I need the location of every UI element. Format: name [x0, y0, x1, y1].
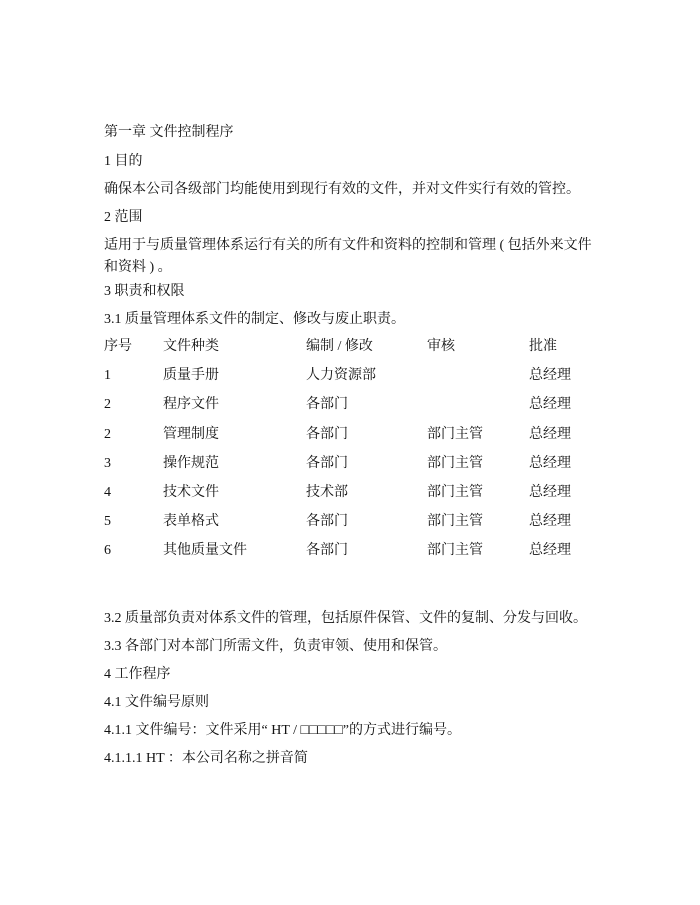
table-cell: 总经理	[529, 484, 571, 500]
section-4-1-1-1: 4.1.1.1 HT ：本公司名称之拼音简	[104, 751, 308, 766]
table-cell: 质量手册	[163, 368, 219, 384]
table-cell: 总经理	[529, 455, 571, 471]
section-2-body: 适用于与质量管理体系运行有关的所有文件和资料的控制和管理 ( 包括外来文件和资料 ) 。	[104, 238, 592, 275]
table-cell: 2	[104, 426, 111, 442]
header-cell: 序号	[104, 339, 132, 354]
table-cell: 5	[104, 514, 111, 530]
section-4-1-1: 4.1.1 文件编号：文件采用“ HT / □□□□□”的方式进行编号。	[104, 723, 462, 738]
table-cell: 部门主管	[427, 543, 483, 559]
table-cell: 总经理	[529, 397, 571, 413]
table-cell: 总经理	[529, 368, 571, 384]
table-cell: 管理制度	[163, 426, 219, 442]
header-cell: 审核	[427, 339, 455, 354]
table-cell: 部门主管	[427, 426, 483, 442]
section-3-heading: 3 职责和权限	[104, 284, 185, 299]
chapter-title: 第一章 文件控制程序	[104, 125, 234, 140]
table-cell: 技术文件	[163, 484, 219, 500]
table-cell: 操作规范	[163, 455, 219, 471]
table-cell: 表单格式	[163, 514, 219, 530]
section-4-heading: 4 工作程序	[104, 667, 171, 682]
table-cell: 各部门	[306, 455, 348, 471]
table-cell: 部门主管	[427, 514, 483, 530]
table-cell: 各部门	[306, 514, 348, 530]
section-3-1: 3.1 质量管理体系文件的制定、修改与废止职责。	[104, 312, 405, 327]
section-3-3: 3.3 各部门对本部门所需文件，负责审领、使用和保管。	[104, 639, 447, 654]
table-cell: 2	[104, 397, 111, 413]
table-cell: 各部门	[306, 397, 348, 413]
table-cell: 6	[104, 543, 111, 559]
table-cell: 总经理	[529, 514, 571, 530]
header-cell: 文件种类	[163, 339, 219, 354]
header-cell: 批准	[529, 339, 557, 354]
header-cell: 编制 / 修改	[306, 339, 373, 354]
table-cell: 3	[104, 455, 111, 471]
table-cell: 总经理	[529, 426, 571, 442]
table-cell: 4	[104, 484, 111, 500]
table-cell: 人力资源部	[306, 368, 376, 384]
table-cell: 总经理	[529, 543, 571, 559]
table-cell: 技术部	[306, 484, 348, 500]
table-cell: 其他质量文件	[163, 543, 247, 559]
table-cell: 部门主管	[427, 455, 483, 471]
table-cell: 1	[104, 368, 111, 384]
table-cell: 程序文件	[163, 397, 219, 413]
table-cell: 部门主管	[427, 484, 483, 500]
section-1-heading: 1 目的	[104, 154, 143, 169]
table-cell: 各部门	[306, 543, 348, 559]
section-3-2: 3.2 质量部负责对体系文件的管理，包括原件保管、文件的复制、分发与回收。	[104, 611, 587, 626]
section-4-1: 4.1 文件编号原则	[104, 695, 209, 710]
table-cell: 各部门	[306, 426, 348, 442]
section-2-heading: 2 范围	[104, 210, 143, 225]
section-1-body: 确保本公司各级部门均能使用到现行有效的文件，并对文件实行有效的管控。	[104, 182, 580, 197]
